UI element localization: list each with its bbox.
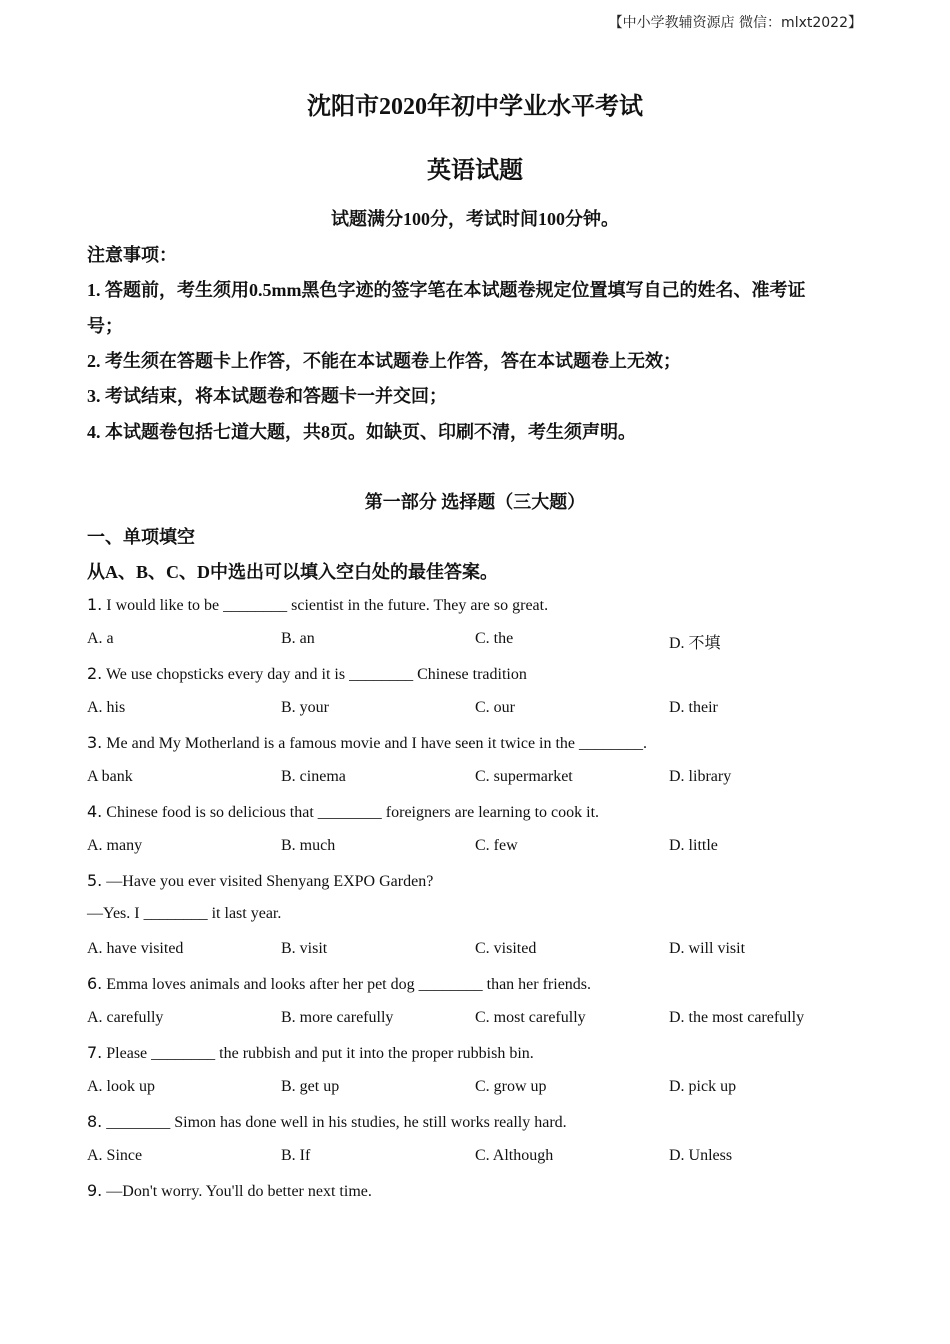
option-c: C. supermarket [475, 768, 573, 785]
question-number: 9. [87, 1181, 103, 1200]
question-7 [87, 1043, 534, 1063]
notice-item: 1. 答题前，考生须用0.5mm黑色字迹的签字笔在本试题卷规定位置填写自己的姓名、准考证 [87, 280, 806, 300]
question-text: ________ Simon has done well in his studies, he still works really hard. [102, 1114, 567, 1131]
question-4 [87, 802, 599, 822]
option-a: A. a [87, 630, 114, 647]
question-2 [87, 664, 527, 684]
option-c: C. the [475, 630, 514, 647]
option-b: B. more carefully [281, 1009, 394, 1026]
option-c: C. our [475, 699, 515, 716]
option-a: A. many [87, 837, 143, 854]
part-title: 第一部分 选择题（三大题） [364, 492, 586, 512]
option-c: C. visited [475, 940, 537, 957]
option-b: B. an [281, 630, 315, 647]
option-d: D. their [669, 699, 718, 716]
question-text: I would like to be ________ scientist in the future. They are so great. [102, 597, 549, 614]
option-c: C. grow up [475, 1078, 547, 1095]
question-number: 6. [87, 974, 103, 993]
question-9 [87, 1181, 372, 1201]
option-a: A. Since [87, 1147, 143, 1164]
option-d: D. Unless [669, 1147, 733, 1164]
question-6 [87, 974, 591, 994]
option-d: D. the most carefully [669, 1009, 805, 1026]
option-c: C. Although [475, 1147, 554, 1164]
option-c: C. most carefully [475, 1009, 586, 1026]
option-a: A. his [87, 699, 126, 716]
option-b: B. cinema [281, 768, 346, 785]
option-b: B. your [281, 699, 329, 716]
question-5 [87, 871, 433, 891]
question-number: 5. [87, 871, 103, 890]
question-text: —Don't worry. You'll do better next time. [102, 1183, 372, 1200]
option-d: D. little [669, 837, 718, 854]
option-d: D. pick up [669, 1078, 737, 1095]
question-number: 8. [87, 1112, 103, 1131]
option-b: B. visit [281, 940, 328, 957]
section-instruction: 从A、B、C、D中选出可以填入空白处的最佳答案。 [87, 562, 499, 582]
question-number: 2. [87, 664, 103, 683]
question-text: Chinese food is so delicious that ________ foreigners are learning to cook it. [102, 804, 600, 821]
question-text: —Have you ever visited Shenyang EXPO Garden? [102, 873, 434, 890]
notice-item: 4. 本试题卷包括七道大题，共8页。如缺页、印刷不清，考生须声明。 [87, 422, 636, 442]
question-number: 7. [87, 1043, 103, 1062]
option-a: A. carefully [87, 1009, 164, 1026]
notice-item: 2. 考生须在答题卡上作答，不能在本试题卷上作答，答在本试题卷上无效； [87, 351, 681, 371]
question-number: 1. [87, 595, 103, 614]
question-3 [87, 733, 647, 753]
question-text: Emma loves animals and looks after her pet dog ________ than her friends. [102, 976, 592, 993]
question-number: 4. [87, 802, 103, 821]
question-1 [87, 595, 548, 615]
option-d: D. 不填 [669, 635, 721, 652]
option-a: A bank [87, 768, 133, 785]
option-c: C. few [475, 837, 518, 854]
option-a: A. look up [87, 1078, 155, 1095]
question-text: Me and My Motherland is a famous movie and I have seen it twice in the ________. [102, 735, 648, 752]
option-d: D. library [669, 768, 732, 785]
section-title: 一、单项填空 [87, 527, 195, 547]
question-number: 3. [87, 733, 103, 752]
question-text: Please ________ the rubbish and put it into the proper rubbish bin. [102, 1045, 534, 1062]
option-b: B. much [281, 837, 336, 854]
exam-subtitle: 英语试题 [427, 158, 523, 184]
notice-heading: 注意事项： [87, 245, 177, 265]
exam-title: 沈阳市2020年初中学业水平考试 [307, 94, 643, 120]
option-a: A. have visited [87, 940, 184, 957]
option-d: D. will visit [669, 940, 746, 957]
score-info: 试题满分100分，考试时间100分钟。 [331, 209, 619, 229]
notice-item: 3. 考试结束，将本试题卷和答题卡一并交回； [87, 386, 447, 406]
question-text: We use chopsticks every day and it is ________ Chinese tradition [102, 666, 527, 683]
header-note: 【中小学教辅资源店 微信：mlxt2022】 [608, 15, 862, 31]
option-b: B. If [281, 1147, 311, 1164]
question-8 [87, 1112, 567, 1132]
question-5-line-2: —Yes. I ________ it last year. [87, 905, 282, 922]
option-b: B. get up [281, 1078, 340, 1095]
notice-item: 号； [87, 316, 123, 336]
